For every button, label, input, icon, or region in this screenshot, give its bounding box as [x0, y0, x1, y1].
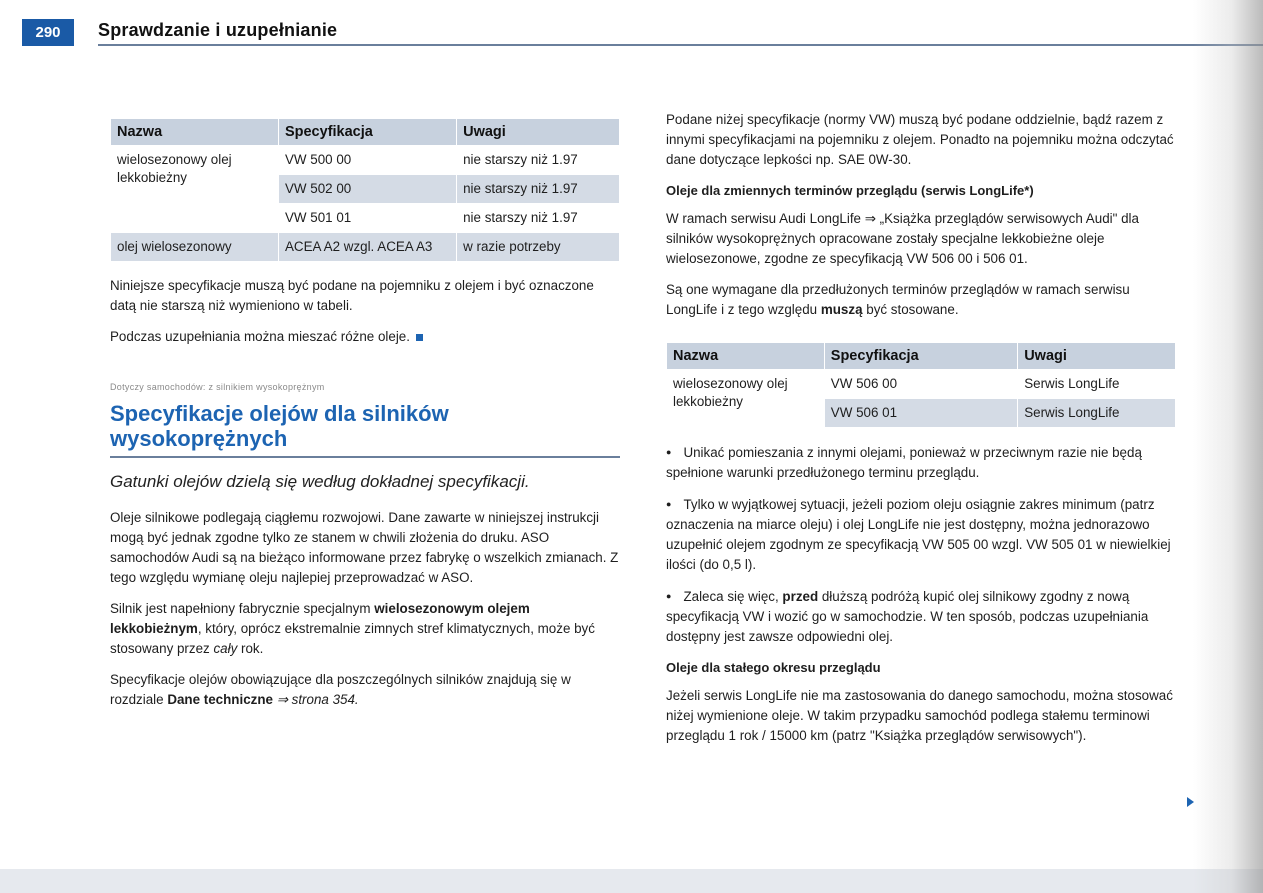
column-header: Uwagi [457, 119, 620, 146]
table-row [667, 370, 1176, 399]
table-cell: w razie potrzeby [457, 233, 620, 262]
chapter-title: Sprawdzanie i uzupełnianie [98, 20, 338, 40]
text: dłuższą podróżą kupić olej silnikowy zgodny z nową specyfikacją VW i wozić go w samochodzie. W ten sposób, podczas uzupełniania dostępny jest zawsze odpowiedni olej. [666, 589, 1149, 644]
paragraph [110, 670, 620, 710]
text: Silnik jest napełniony fabrycznie specjalnym [110, 601, 375, 616]
footer-bar [0, 869, 1263, 893]
table-cell: Serwis LongLife [1018, 370, 1176, 399]
table-cell: wielosezonowy olej lekkobieżny [667, 370, 825, 428]
page-number: 290 [22, 19, 74, 46]
end-of-section-icon [416, 334, 423, 341]
table-cell: VW 502 00 [278, 175, 456, 204]
subheading: Oleje dla zmiennych terminów przeglądu (serwis LongLife*) [666, 183, 1034, 198]
paragraph [666, 280, 1176, 320]
bullet-item [666, 586, 1176, 647]
table-cell: ACEA A2 wzgl. ACEA A3 [278, 233, 456, 262]
bold-text: przed [782, 589, 819, 604]
column-header: Specyfikacja [824, 343, 1017, 370]
paragraph [110, 599, 620, 659]
table-header-row [111, 119, 620, 146]
bullet-item: ● Unikać pomieszania z innymi olejami, ponieważ w przeciwnym razie nie będą spełnione warunki przedłużonego terminu przeglądu. [666, 442, 1176, 483]
table-cell: VW 500 00 [278, 146, 456, 175]
left-column [110, 118, 620, 721]
table-cell: VW 506 01 [824, 399, 1017, 428]
paragraph: Podane niżej specyfikacje (normy VW) muszą być podane oddzielnie, bądź razem z innymi specyfikacjami na pojemniku z olejem. Ponadto na pojemniku można odczytać dane dotyczące lepkości np. SAE 0W-30. [666, 112, 1174, 167]
column-header: Specyfikacja [278, 119, 456, 146]
paragraph: Jeżeli serwis LongLife nie ma zastosowania do danego samochodu, można stosować niżej wymienione oleje. W takim przypadku samochód podlega stałemu terminowi przeglądu 1 rok / 15000 km (patrz "Książka przeglądów serwisowych"). [666, 688, 1173, 743]
table-cell: wielosezonowy olej lekkobieżny [111, 146, 279, 233]
table-cell: VW 501 01 [278, 204, 456, 233]
text: być stosowane. [862, 302, 959, 317]
table-cell: VW 506 00 [824, 370, 1017, 399]
column-header: Nazwa [111, 119, 279, 146]
oil-spec-table [110, 118, 620, 262]
bullet-item: ● Tylko w wyjątkowej sytuacji, jeżeli poziom oleju osiągnie zakres minimum (patrz oznaczenia na miarce oleju) i olej LongLife nie jest dostępny, można jednorazowo uzupełnić olejem zgodnym ze specyfikacją VW 505 00 wzgl. VW 505 01 w niewielkiej ilości (do 0,5 l). [666, 494, 1176, 575]
table-header-row [667, 343, 1176, 370]
page-reference-link[interactable]: ⇒ strona 354. [272, 692, 359, 707]
section-title: Specyfikacje olejów dla silników wysokoprężnych [110, 401, 620, 458]
paragraph-text: Podczas uzupełniania można mieszać różne oleje. [110, 329, 410, 344]
text: Są one wymagane dla przedłużonych terminów przeglądów w ramach serwisu LongLife i z tego względu [666, 282, 1130, 317]
paragraph: Niniejsze specyfikacje muszą być podane na pojemniku z olejem i być oznaczone datą nie starszą niż wymieniono w tabeli. [110, 278, 594, 313]
lead-paragraph: Gatunki olejów dzielą się według dokładnej specyfikacji. [110, 472, 530, 491]
longlife-spec-table [666, 342, 1176, 428]
table-row [111, 146, 620, 175]
text: rok. [237, 641, 264, 656]
column-header: Uwagi [1018, 343, 1176, 370]
bold-text: wielosezonowym olejem lekkobieżnym [110, 601, 530, 636]
chapter-link[interactable]: Dane techniczne [167, 692, 273, 707]
column-header: Nazwa [667, 343, 825, 370]
text: Specyfikacje olejów obowiązujące dla poszczególnych silników znajdują się w rozdziale [110, 672, 571, 707]
table-cell: olej wielosezonowy [111, 233, 279, 262]
table-row [111, 233, 620, 262]
applicability-note: Dotyczy samochodów: z silnikiem wysokoprężnym [110, 382, 325, 392]
subheading: Oleje dla stałego okresu przeglądu [666, 660, 881, 675]
paragraph [110, 327, 620, 347]
text: Zaleca się więc, [683, 589, 783, 604]
table-cell: nie starszy niż 1.97 [457, 146, 620, 175]
right-column [666, 110, 1176, 757]
paragraph: W ramach serwisu Audi LongLife ⇒ „Książka przeglądów serwisowych Audi" dla silników wysokoprężnych opracowane zostały specjalne lekkobieżne oleje wielosezonowe, zgodne ze specyfikacją VW 506 00 i 506 01. [666, 211, 1139, 266]
bold-text: muszą [820, 302, 863, 317]
table-cell: nie starszy niż 1.97 [457, 175, 620, 204]
italic-text: cały [213, 641, 238, 656]
table-cell: nie starszy niż 1.97 [457, 204, 620, 233]
header-rule [98, 44, 1263, 46]
paragraph: Oleje silnikowe podlegają ciągłemu rozwojowi. Dane zawarte w niniejszej instrukcji mogą być jednak zgodne tylko ze stanem w chwili złożenia do druku. ASO samochodów Audi są na bieżąco informowane przez fabrykę o wszelkich zmianach. Z tego względu wymianę oleju najlepiej przeprowadzać w ASO. [110, 510, 619, 585]
text: , który, oprócz ekstremalnie zimnych stref klimatycznych, może być stosowany przez [110, 621, 595, 656]
table-cell: Serwis LongLife [1018, 399, 1176, 428]
page-binding-shadow [1193, 0, 1263, 893]
